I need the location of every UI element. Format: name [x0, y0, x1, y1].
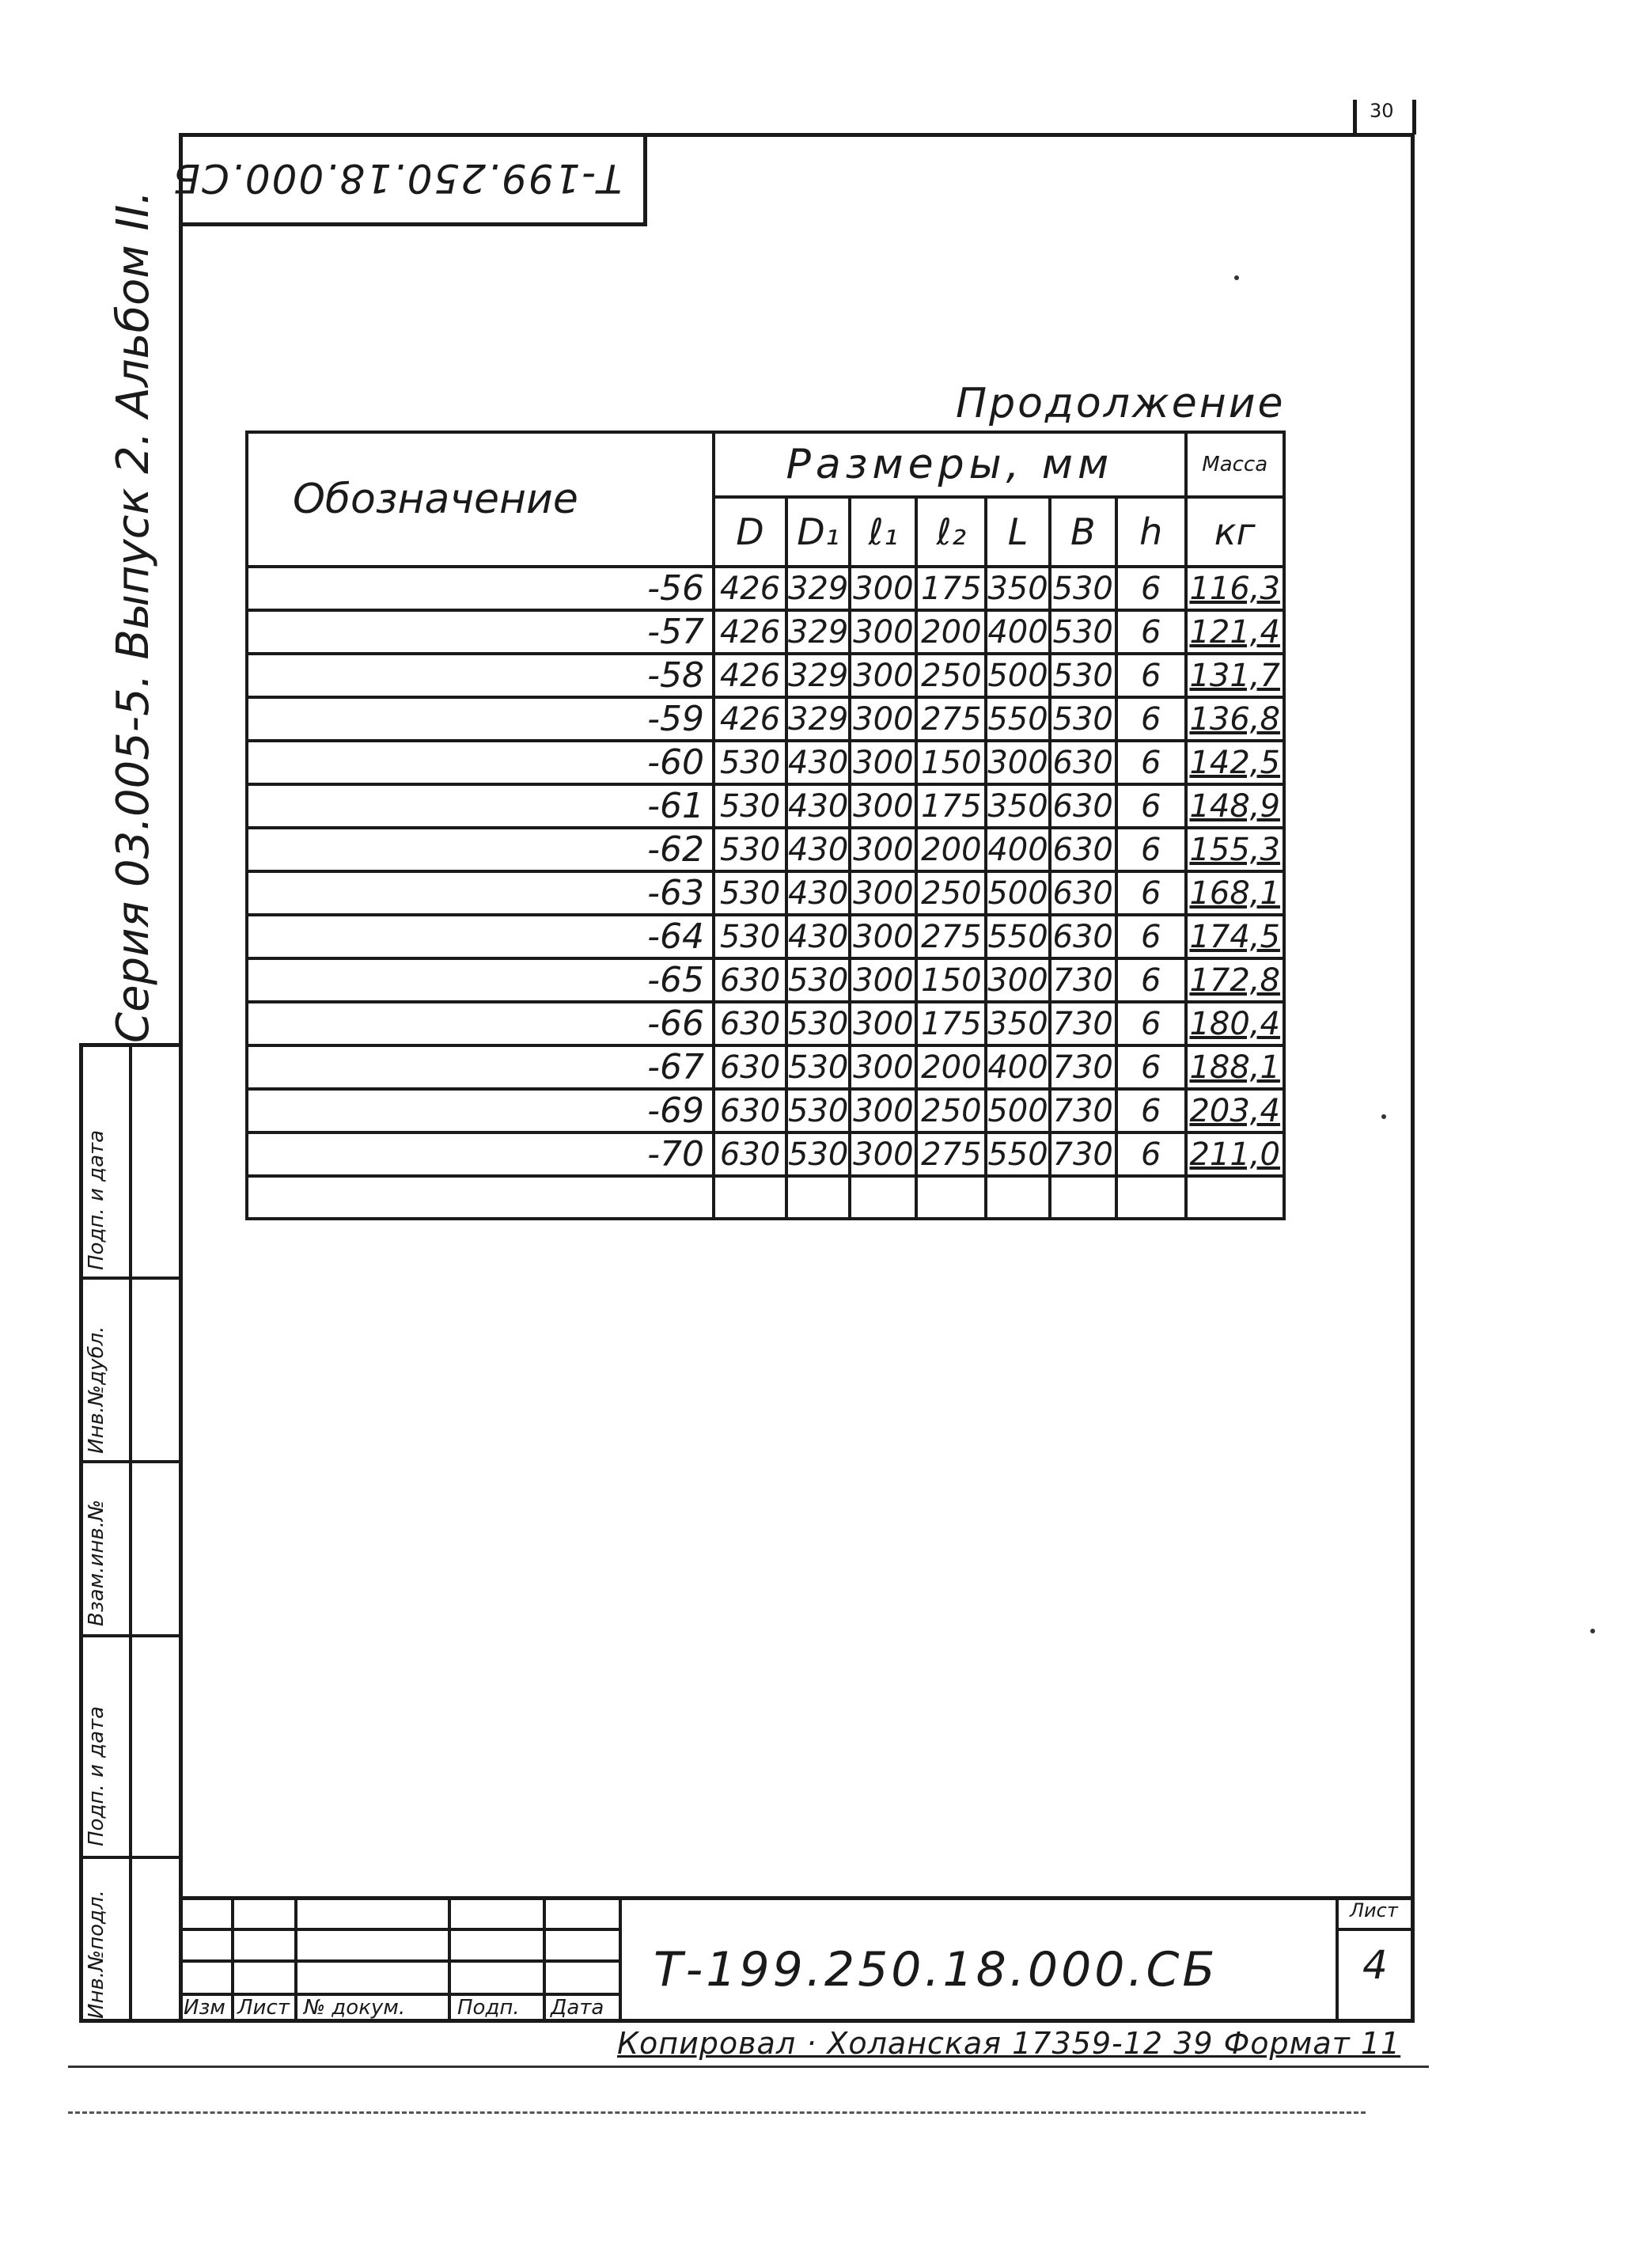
cell-m: 174,5	[1186, 915, 1284, 958]
cell-B: 630	[1050, 784, 1116, 828]
cell-h: 6	[1116, 697, 1186, 741]
cell-D: 630	[714, 1089, 786, 1132]
row-designation: -60	[247, 741, 714, 784]
sheet-corner-number: 30	[1370, 100, 1394, 122]
cell-D: 426	[714, 697, 786, 741]
cell-h: 6	[1116, 1089, 1186, 1132]
continuation-heading: Продолжение	[956, 380, 1286, 427]
cell-l1: 300	[850, 654, 916, 697]
cell-D1: 430	[786, 871, 850, 915]
label-doc-number: № докум.	[304, 1996, 406, 2020]
cell-l2: 200	[916, 1045, 986, 1089]
empty-cell	[986, 1176, 1049, 1219]
row-designation: -63	[247, 871, 714, 915]
cell-m: 155,3	[1186, 828, 1284, 871]
cell-B: 530	[1050, 654, 1116, 697]
col-L: L	[986, 497, 1049, 567]
cell-D1: 430	[786, 915, 850, 958]
cell-D: 426	[714, 610, 786, 654]
cell-l2: 150	[916, 741, 986, 784]
cell-m: 172,8	[1186, 958, 1284, 1002]
series-text: Серия 03.005-5. Выпуск 2. Альбом II.	[108, 190, 159, 1043]
cell-l1: 300	[850, 1089, 916, 1132]
title-block	[179, 1896, 1415, 2023]
cell-l2: 175	[916, 567, 986, 610]
cell-D1: 329	[786, 697, 850, 741]
cell-L: 300	[986, 958, 1049, 1002]
rotated-designation: Т-199.250.18.000.СБ	[171, 155, 622, 201]
cell-L: 500	[986, 1089, 1049, 1132]
cell-L: 400	[986, 1045, 1049, 1089]
row-designation: -64	[247, 915, 714, 958]
empty-cell	[1116, 1176, 1186, 1219]
sheet-box-line	[1339, 1928, 1415, 1931]
table-row	[247, 654, 1284, 697]
cell-l1: 300	[850, 697, 916, 741]
header-designation: Обозначение	[247, 432, 714, 567]
cell-L: 500	[986, 871, 1049, 915]
strip-divider	[129, 1047, 132, 2019]
row-designation: -61	[247, 784, 714, 828]
row-designation: -62	[247, 828, 714, 871]
cell-m: 116,3	[1186, 567, 1284, 610]
empty-cell	[247, 1176, 714, 1219]
cell-l1: 300	[850, 741, 916, 784]
col-D1: D₁	[786, 497, 850, 567]
revision-grid	[179, 1896, 622, 2023]
cell-l1: 300	[850, 567, 916, 610]
cell-l1: 300	[850, 915, 916, 958]
cell-h: 6	[1116, 871, 1186, 915]
table-row	[247, 1089, 1284, 1132]
strip-label-inv-dubl: Инв.№дубл.	[85, 1326, 108, 1454]
strip-label-inv-podl: Инв.№подл.	[85, 1890, 108, 2019]
cell-L: 350	[986, 784, 1049, 828]
cell-h: 6	[1116, 784, 1186, 828]
empty-cell	[1050, 1176, 1116, 1219]
cell-h: 6	[1116, 915, 1186, 958]
cell-D1: 530	[786, 1132, 850, 1176]
cell-L: 350	[986, 567, 1049, 610]
cell-B: 630	[1050, 741, 1116, 784]
sheet-number: 4	[1362, 1942, 1388, 1988]
cell-D: 630	[714, 958, 786, 1002]
cell-l2: 150	[916, 958, 986, 1002]
cell-D1: 329	[786, 610, 850, 654]
header-dimensions: Размеры, мм	[714, 432, 1186, 497]
empty-cell	[786, 1176, 850, 1219]
grid-hline	[179, 1959, 619, 1963]
table-row	[247, 567, 1284, 610]
cell-B: 730	[1050, 1002, 1116, 1045]
strip-row-line	[83, 1634, 179, 1637]
col-mass-unit: кг	[1186, 497, 1284, 567]
cell-h: 6	[1116, 1045, 1186, 1089]
cell-L: 550	[986, 697, 1049, 741]
signature-strip	[79, 1043, 179, 2023]
col-l1: ℓ₁	[850, 497, 916, 567]
cell-D1: 329	[786, 567, 850, 610]
cell-h: 6	[1116, 1002, 1186, 1045]
cell-D: 630	[714, 1002, 786, 1045]
row-designation: -56	[247, 567, 714, 610]
cell-D1: 430	[786, 741, 850, 784]
col-B: B	[1050, 497, 1116, 567]
cell-l2: 250	[916, 654, 986, 697]
document-designation: Т-199.250.18.000.СБ	[654, 1942, 1218, 1997]
cell-D1: 430	[786, 828, 850, 871]
table-row	[247, 915, 1284, 958]
cell-D: 530	[714, 915, 786, 958]
table-row	[247, 697, 1284, 741]
table-row	[247, 741, 1284, 784]
cell-D1: 530	[786, 958, 850, 1002]
cell-D: 530	[714, 784, 786, 828]
cell-D: 426	[714, 567, 786, 610]
cell-h: 6	[1116, 567, 1186, 610]
cell-D1: 430	[786, 784, 850, 828]
empty-cell	[714, 1176, 786, 1219]
cell-l2: 275	[916, 1132, 986, 1176]
cell-m: 203,4	[1186, 1089, 1284, 1132]
cell-h: 6	[1116, 741, 1186, 784]
strip-label-sign-date-2: Подп. и дата	[85, 1129, 108, 1270]
strip-label-sign-date: Подп. и дата	[85, 1705, 108, 1846]
row-designation: -59	[247, 697, 714, 741]
cell-l2: 175	[916, 1002, 986, 1045]
bottom-rule	[68, 2066, 1429, 2068]
cell-l2: 175	[916, 784, 986, 828]
cell-h: 6	[1116, 654, 1186, 697]
cell-L: 300	[986, 741, 1049, 784]
cell-D1: 530	[786, 1002, 850, 1045]
bottom-dashed-rule	[68, 2111, 1366, 2114]
cell-l1: 300	[850, 871, 916, 915]
cell-L: 500	[986, 654, 1049, 697]
cell-B: 730	[1050, 1132, 1116, 1176]
sheet-box	[1336, 1896, 1415, 2023]
col-D: D	[714, 497, 786, 567]
scan-speck	[1234, 275, 1239, 280]
cell-l2: 250	[916, 871, 986, 915]
cell-B: 630	[1050, 828, 1116, 871]
cell-D: 530	[714, 741, 786, 784]
cell-D: 630	[714, 1045, 786, 1089]
grid-hline	[179, 1928, 619, 1931]
cell-B: 730	[1050, 1045, 1116, 1089]
sheet-corner-tab	[1353, 100, 1416, 135]
cell-l1: 300	[850, 784, 916, 828]
cell-m: 131,7	[1186, 654, 1284, 697]
label-izm: Изм	[184, 1996, 225, 2020]
cell-l2: 275	[916, 915, 986, 958]
table-row	[247, 1132, 1284, 1176]
cell-D: 630	[714, 1132, 786, 1176]
row-designation: -65	[247, 958, 714, 1002]
row-designation: -67	[247, 1045, 714, 1089]
cell-l1: 300	[850, 958, 916, 1002]
sheet-label: Лист	[1350, 1899, 1398, 1921]
table-row	[247, 1002, 1284, 1045]
cell-l1: 300	[850, 610, 916, 654]
table-row	[247, 1045, 1284, 1089]
cell-B: 530	[1050, 610, 1116, 654]
row-designation: -70	[247, 1132, 714, 1176]
strip-row-line	[83, 1856, 179, 1859]
cell-B: 730	[1050, 1089, 1116, 1132]
cell-D: 426	[714, 654, 786, 697]
cell-m: 188,1	[1186, 1045, 1284, 1089]
cell-l1: 300	[850, 1132, 916, 1176]
scan-speck	[1590, 1629, 1595, 1633]
table-row	[247, 784, 1284, 828]
cell-h: 6	[1116, 828, 1186, 871]
cell-B: 530	[1050, 567, 1116, 610]
row-designation: -58	[247, 654, 714, 697]
cell-L: 400	[986, 828, 1049, 871]
cell-D1: 530	[786, 1089, 850, 1132]
footer-copy-note: Копировал · Холанская 17359-12 39 Формат 11	[617, 2026, 1401, 2061]
cell-D1: 329	[786, 654, 850, 697]
cell-l1: 300	[850, 828, 916, 871]
cell-m: 211,0	[1186, 1132, 1284, 1176]
cell-B: 730	[1050, 958, 1116, 1002]
row-designation: -57	[247, 610, 714, 654]
spec-table	[245, 431, 1286, 1220]
strip-row-line	[83, 1277, 179, 1280]
label-sign: Подп.	[457, 1996, 520, 2020]
col-h: h	[1116, 497, 1186, 567]
cell-m: 136,8	[1186, 697, 1284, 741]
cell-m: 180,4	[1186, 1002, 1284, 1045]
cell-h: 6	[1116, 610, 1186, 654]
empty-cell	[850, 1176, 916, 1219]
cell-B: 530	[1050, 697, 1116, 741]
strip-row-line	[83, 1460, 179, 1463]
cell-L: 550	[986, 915, 1049, 958]
cell-l1: 300	[850, 1002, 916, 1045]
cell-l1: 300	[850, 1045, 916, 1089]
cell-L: 550	[986, 1132, 1049, 1176]
cell-B: 630	[1050, 871, 1116, 915]
table-row	[247, 958, 1284, 1002]
label-list: Лист	[237, 1996, 290, 2020]
empty-cell	[1186, 1176, 1284, 1219]
scan-speck	[1381, 1114, 1386, 1119]
cell-L: 350	[986, 1002, 1049, 1045]
table-row	[247, 828, 1284, 871]
cell-m: 168,1	[1186, 871, 1284, 915]
empty-cell	[916, 1176, 986, 1219]
cell-h: 6	[1116, 1132, 1186, 1176]
cell-D: 530	[714, 828, 786, 871]
cell-l2: 200	[916, 828, 986, 871]
table-row	[247, 871, 1284, 915]
rotated-designation-box	[171, 133, 647, 226]
cell-m: 121,4	[1186, 610, 1284, 654]
cell-m: 142,5	[1186, 741, 1284, 784]
label-date: Дата	[551, 1996, 604, 2020]
cell-l2: 250	[916, 1089, 986, 1132]
table-row	[247, 610, 1284, 654]
row-designation: -66	[247, 1002, 714, 1045]
col-l2: ℓ₂	[916, 497, 986, 567]
cell-l2: 275	[916, 697, 986, 741]
cell-l2: 200	[916, 610, 986, 654]
cell-m: 148,9	[1186, 784, 1284, 828]
cell-h: 6	[1116, 958, 1186, 1002]
header-mass: Масса	[1186, 432, 1284, 497]
grid-vline	[619, 1896, 622, 2023]
strip-label-vzam-inv: Взам.инв.№	[85, 1500, 108, 1626]
cell-D: 530	[714, 871, 786, 915]
cell-L: 400	[986, 610, 1049, 654]
cell-B: 630	[1050, 915, 1116, 958]
row-designation: -69	[247, 1089, 714, 1132]
cell-D1: 530	[786, 1045, 850, 1089]
